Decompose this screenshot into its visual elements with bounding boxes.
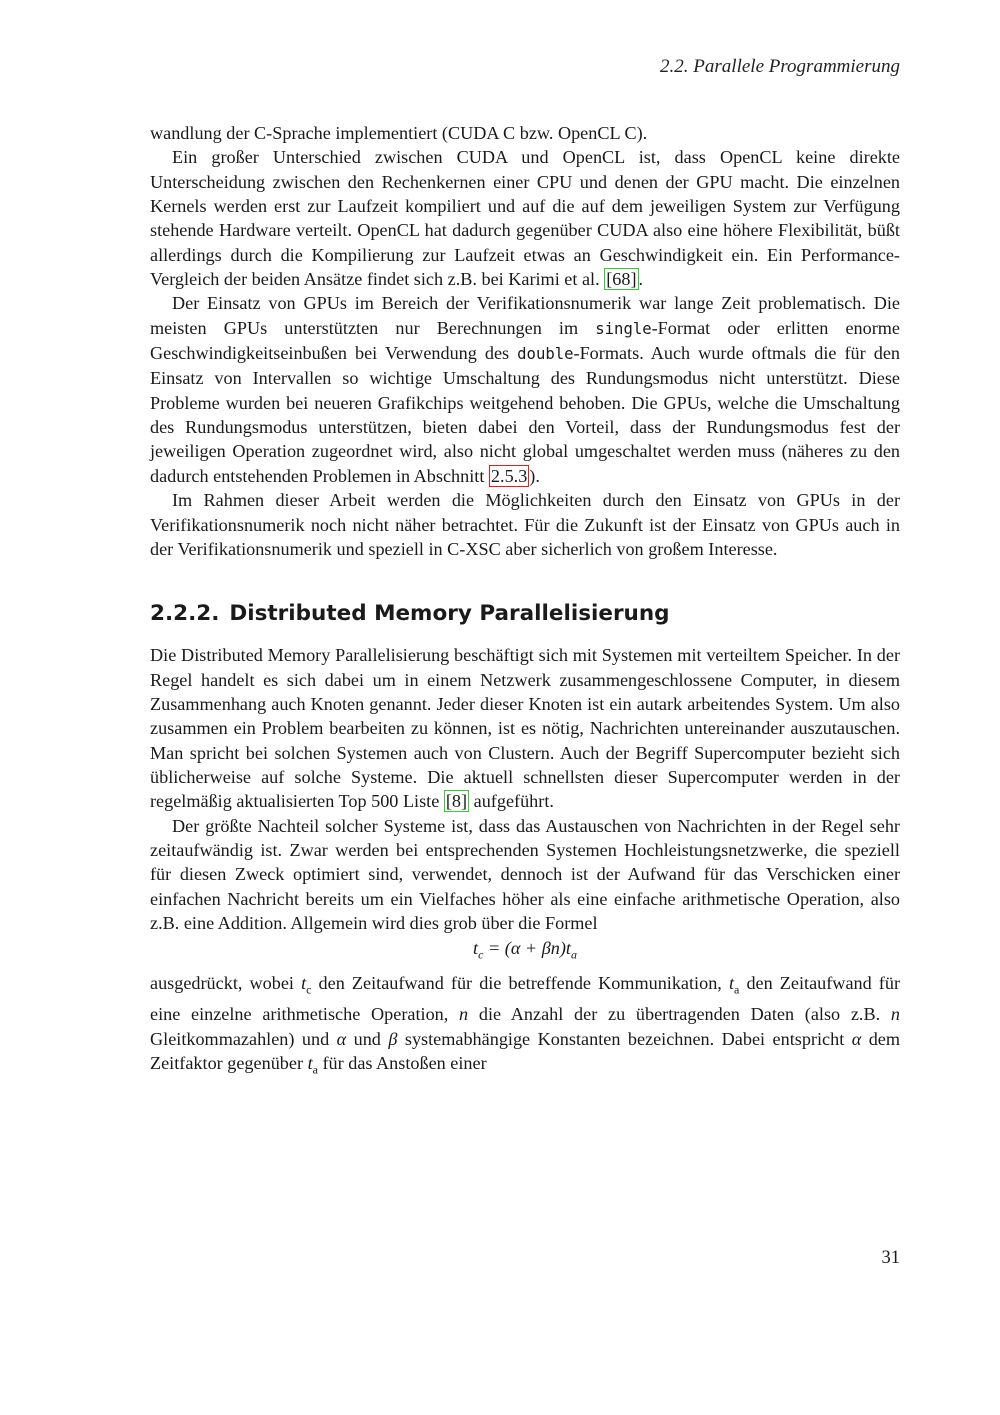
section-number: 2.2.2. — [150, 601, 220, 627]
code-double: double — [517, 345, 574, 364]
paragraph-text: für das Anstoßen einer — [317, 1052, 487, 1073]
math-var: t — [301, 973, 307, 994]
citation-link[interactable]: [8] — [445, 791, 468, 812]
eq-var-t: t — [473, 938, 479, 959]
paragraph-text: Der Einsatz von GPUs im Bereich der Verifikationsnumerik war lange Zeit problematisch. Die meisten GPUs unterstützten nur Berechnungen im — [150, 293, 900, 338]
eq-body: = (α + βn)t — [483, 938, 571, 959]
math-var: t — [307, 1052, 313, 1073]
paragraph-text: -Format oder erlitten enorme Geschwindigkeitseinbußen bei Verwendung des — [150, 317, 900, 364]
paragraph-text: den Zeitaufwand für eine einzelne arithmetische Operation, — [150, 973, 901, 1025]
math-sub: a — [312, 1062, 318, 1077]
section-reference-link[interactable]: 2.5.3 — [490, 465, 528, 486]
paragraph-text: Gleitkommazahlen) und — [150, 1028, 337, 1049]
paragraph-gpu-verification — [150, 291, 900, 488]
math-var: β — [388, 1028, 398, 1049]
paragraph-continuation: wandlung der C-Sprache implementiert (CUDA C bzw. OpenCL C). — [150, 123, 648, 143]
citation-link[interactable]: [68] — [606, 269, 637, 290]
paragraph-distributed-memory — [150, 643, 900, 813]
page-number: 31 — [881, 1248, 900, 1268]
math-var: α — [851, 1028, 862, 1049]
equation-communication-time — [150, 936, 900, 967]
math-var: t — [728, 973, 735, 994]
math-var: n — [459, 1004, 469, 1025]
section-title: Distributed Memory Parallelisierung — [229, 601, 670, 627]
math-var: α — [336, 1028, 347, 1049]
eq-sub-c: c — [478, 947, 484, 962]
paragraph-communication-cost: Der größte Nachteil solcher Systeme ist, dass das Austauschen von Nachrichten in der Regel sehr zeitaufwändig ist. Zwar werden bei entsprechenden Systemen Hochleistungsnetzwerke, die speziell für diesen Zweck optimiert sind, verwendet, dennoch ist der Aufwand für das Verschicken einer einfachen Nachricht bereits um ein Vielfaches höher als eine einfache arithmetische Operation, also z.B. eine Addition. Allgemein wird dies grob über die Formel — [150, 815, 900, 933]
section-heading — [150, 599, 900, 629]
paragraph-text: die Anzahl der zu übertragenden Daten (also z.B. — [468, 1004, 891, 1025]
paragraph-text: dem Zeitfaktor gegenüber — [150, 1028, 901, 1073]
paragraph-text: ausgedrückt, wobei — [150, 973, 302, 994]
paragraph-text: Die Distributed Memory Parallelisierung beschäftigt sich mit Systemen mit verteiltem Speicher. In der Regel handelt es sich dabei um in einem Netzwerk zusammengeschlossene Computer, in diesem Zusammenhang auch Knoten genannt. Jeder dieser Knoten ist ein autark arbeitendes System. Um also zusammen ein Problem bearbeiten zu können, ist es nötig, Nachrichten untereinander auszutauschen. Man spricht bei solchen Systemen auch von Clustern. Auch der Begriff Supercomputer bezieht sich üblicherweise auf solche Systeme. Die aktuell schnellsten dieser Supercomputer werden in der regelmäßig aktualisierten Top 500 Liste — [150, 645, 900, 812]
body-text — [150, 121, 900, 1082]
math-var: n — [890, 1004, 900, 1025]
paragraph-text: und — [346, 1028, 389, 1049]
paragraph-text: . — [638, 269, 644, 290]
running-header: 2.2. Parallele Programmierung — [660, 56, 900, 77]
paragraph-cuda-opencl — [150, 145, 900, 291]
paragraph-text: Ein großer Unterschied zwischen CUDA und OpenCL ist, dass OpenCL keine direkte Unterscheidung zwischen den Rechenkernen einer CPU und denen der GPU macht. Die einzelnen Kernels werden erst zur Laufzeit kompiliert und auf die auf dem jeweiligen System zur Verfügung stehende Hardware verteilt. OpenCL hat dadurch gegenüber CUDA also eine höhere Flexibilität, büßt allerdings durch die Kompilierung zur Laufzeit etwas an Geschwindigkeit ein. Ein Performance-Vergleich der beiden Ansätze findet sich z.B. bei Karimi et al. — [150, 147, 900, 290]
paragraph-text: aufgeführt. — [469, 791, 554, 812]
paragraph-equation-explanation — [150, 971, 900, 1082]
code-single: single — [595, 319, 652, 338]
eq-sub-a: a — [571, 947, 577, 962]
math-sub: a — [734, 982, 740, 997]
paragraph-future-work: Im Rahmen dieser Arbeit werden die Möglichkeiten durch den Einsatz von GPUs in der Verifikationsnumerik noch nicht näher betrachtet. Für die Zukunft ist der Einsatz von GPUs auch in der Verifikationsnumerik und speziell in C-XSC aber sicherlich von großem Interesse. — [150, 490, 900, 559]
paragraph-text: ). — [529, 465, 540, 486]
paragraph-text: systemabhängige Konstanten bezeichnen. Dabei entspricht — [397, 1028, 852, 1049]
paragraph-text: -Formats. Auch wurde oftmals die für den Einsatz von Intervallen so wichtige Umschaltung des Rundungsmodus nicht unterstützt. Diese Probleme wurden bei neueren Grafikchips weitgehend behoben. Die GPUs, welche die Umschaltung des Rundungsmodus unterstützen, bieten dabei den Vorteil, dass der Rundungsmodus fest der jeweiligen Operation zugeordnet wird, also nicht global umgeschaltet werden muss (näheres zu den dadurch entstehenden Problemen in Abschnitt — [150, 343, 900, 486]
math-sub: c — [306, 982, 312, 997]
paragraph-text: den Zeitaufwand für die betreffende Kommunikation, — [311, 973, 729, 994]
